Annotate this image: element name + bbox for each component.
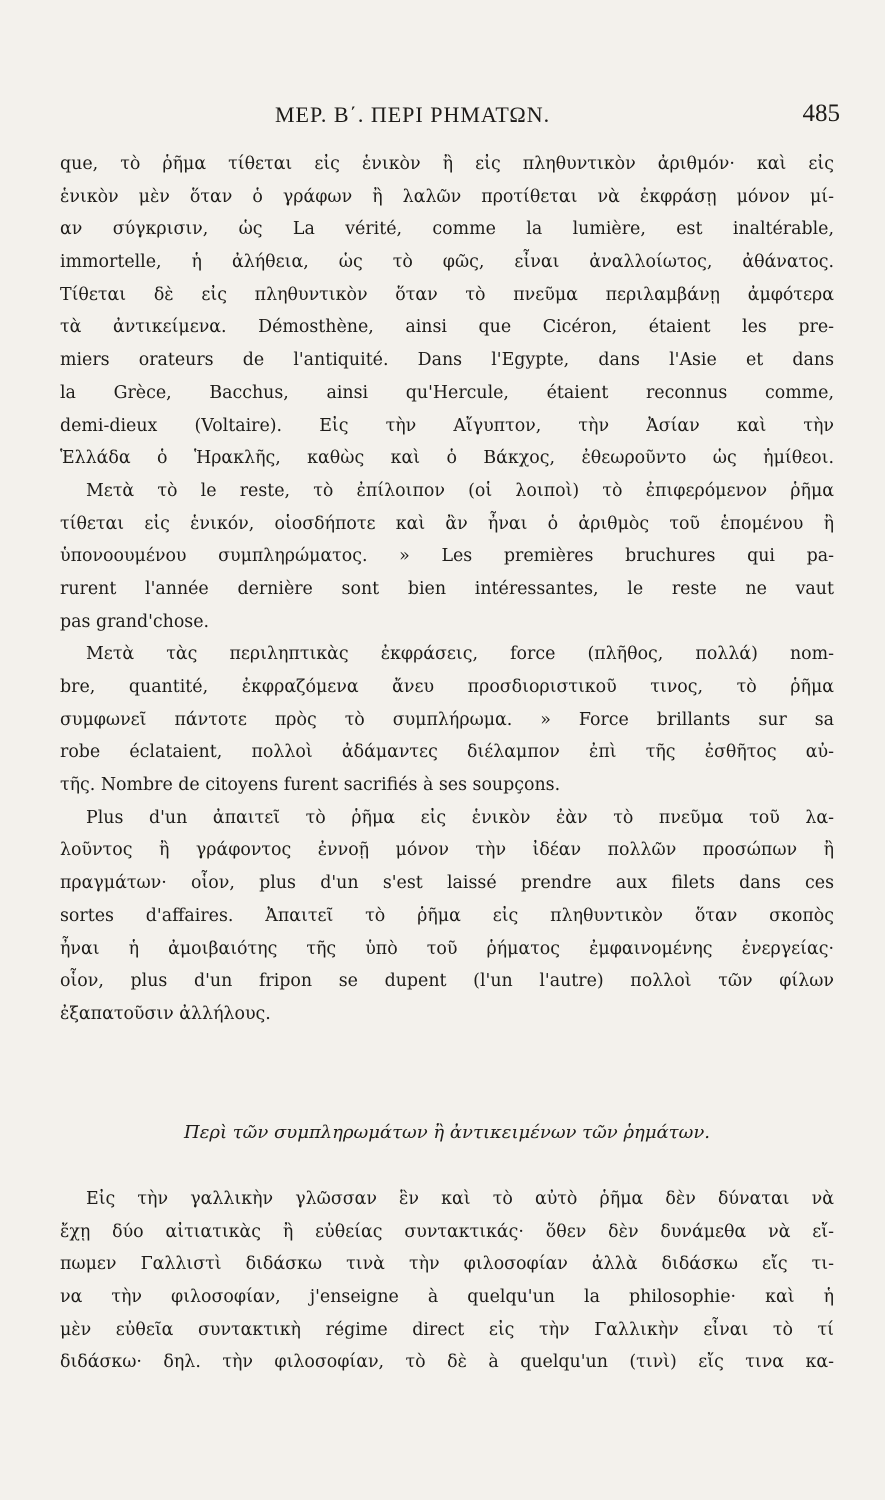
text-line: συμφωνεῖ πάντοτε πρὸς τὸ συμπλήρωμα. » Force brillants sur sa [60, 709, 834, 730]
text-line: λοῦντος ἢ γράφοντος ἐννοῇ μόνον τὴν ἰδέαν πολλῶν προσώπων ἢ [60, 840, 834, 861]
text-line: Εἰς τὴν γαλλικὴν γλῶσσαν ἓν καὶ τὸ αὐτὸ ῥῆμα δὲν δύναται νὰ [86, 1189, 834, 1209]
text-line: ἐξαπατοῦσιν ἀλλήλους. [60, 1003, 271, 1024]
text-line: τὰ ἀντικείμενα. Démosthène, ainsi que Cicéron, étaient les pre- [60, 317, 834, 338]
text-line: να τὴν φιλοσοφίαν, j'enseigne à quelqu'un la philosophie· καὶ ἡ [60, 1287, 834, 1308]
text-line: οἷον, plus d'un fripon se dupent (l'un l'autre) πολλοὶ τῶν φίλων [60, 971, 834, 992]
text-line: ἦναι ἡ ἀμοιβαιότης τῆς ὑπὸ τοῦ ῥήματος ἐμφαινομένης ἐνεργείας· [60, 938, 834, 959]
text-line: demi-dieux (Voltaire). Εἰς τὴν Αἴγυπτον, τὴν Ἀσίαν καὶ τὴν [60, 415, 834, 436]
text-line: sortes d'affaires. Ἀπαιτεῖ τὸ ῥῆμα εἰς πληθυντικὸν ὅταν σκοπὸς [60, 905, 834, 926]
text-line: ὑπονοουμένου συμπληρώματος. » Les premières bruchures qui pa- [60, 546, 834, 567]
text-line: πραγμάτων· οἷον, plus d'un s'est laissé prendre aux filets dans ces [60, 873, 834, 894]
text-line: Plus d'un ἀπαιτεῖ τὸ ῥῆμα εἰς ἑνικὸν ἐὰν τὸ πνεῦμα τοῦ λα- [86, 807, 834, 828]
running-title: ΜΕΡ. Β΄. ΠΕΡΙ ΡΗΜΑΤΩΝ. [275, 102, 551, 127]
text-line: pas grand'chose. [60, 611, 210, 632]
page-header [60, 100, 840, 136]
text-line: διδάσκω· δηλ. τὴν φιλοσοφίαν, τὸ δὲ à quelqu'un (τινὶ) εἴς τινα κα- [60, 1352, 834, 1373]
text-line: Ἑλλάδα ὁ Ἡρακλῆς, καθὼς καὶ ὁ Βάκχος, ἐθεωροῦντο ὡς ἡμίθεοι. [60, 448, 834, 469]
text-line: αν σύγκρισιν, ὡς La vérité, comme la lumière, est inaltérable, [60, 219, 834, 240]
text-line: τίθεται εἰς ἑνικόν, οἱοσδήποτε καὶ ἂν ἦναι ὁ ἀριθμὸς τοῦ ἑπομένου ἢ [60, 513, 834, 534]
text-line: bre, quantité, ἐκφραζόμενα ἄνευ προσδιοριστικοῦ τινος, τὸ ῥῆμα [60, 677, 834, 697]
text-line: robe éclataient, πολλοὶ ἀδάμαντες διέλαμπον ἐπὶ τῆς ἐσθῆτος αὐ- [60, 742, 834, 763]
text-line: immortelle, ἡ ἀλήθεια, ὡς τὸ φῶς, εἶναι ἀναλλοίωτος, ἀθάνατος. [60, 252, 834, 273]
text-line: ἔχῃ δύο αἰτιατικὰς ἢ εὐθείας συντακτικάς· ὅθεν δὲν δυνάμεθα νὰ εἴ- [60, 1221, 834, 1242]
text-line: miers orateurs de l'antiquité. Dans l'Egypte, dans l'Asie et dans [60, 350, 834, 371]
section-heading: Περὶ τῶν συμπληρωμάτων ἢ ἀντικειμένων τῶν ῥημάτων. [184, 1122, 710, 1143]
text-line: Μετὰ τὰς περιληπτικὰς ἐκφράσεις, force (πλῆθος, πολλά) nom- [86, 644, 834, 665]
text-line: que, τὸ ῥῆμα τίθεται εἰς ἑνικὸν ἢ εἰς πληθυντικὸν ἀριθμόν· καὶ εἰς [60, 154, 834, 174]
text-line: μὲν εὐθεῖα συντακτικὴ régime direct εἰς τὴν Γαλλικὴν εἶναι τὸ τί [60, 1319, 834, 1340]
text-line: Μετὰ τὸ le reste, τὸ ἐπίλοιπον (οἱ λοιποὶ) τὸ ἐπιφερόμενον ῥῆμα [86, 480, 834, 501]
text-line: la Grèce, Bacchus, ainsi qu'Hercule, étaient reconnus comme, [60, 382, 834, 403]
text-line: πωμεν Γαλλιστὶ διδάσκω τινὰ τὴν φιλοσοφίαν ἀλλὰ διδάσκω εἴς τι- [60, 1254, 834, 1275]
text-line: ἑνικὸν μὲν ὅταν ὁ γράφων ἢ λαλῶν προτίθεται νὰ ἐκφράσῃ μόνον μί- [60, 186, 834, 207]
page-number: 485 [802, 100, 840, 127]
text-line: Τίθεται δὲ εἰς πληθυντικὸν ὅταν τὸ πνεῦμα περιλαμβάνῃ ἀμφότερα [60, 284, 834, 305]
text-line: rurent l'année dernière sont bien intéressantes, le reste ne vaut [60, 578, 834, 599]
text-line: τῆς. Nombre de citoyens furent sacrifiés à ses soupçons. [60, 775, 561, 796]
section-text [60, 1183, 834, 1379]
body-text [60, 148, 834, 1031]
